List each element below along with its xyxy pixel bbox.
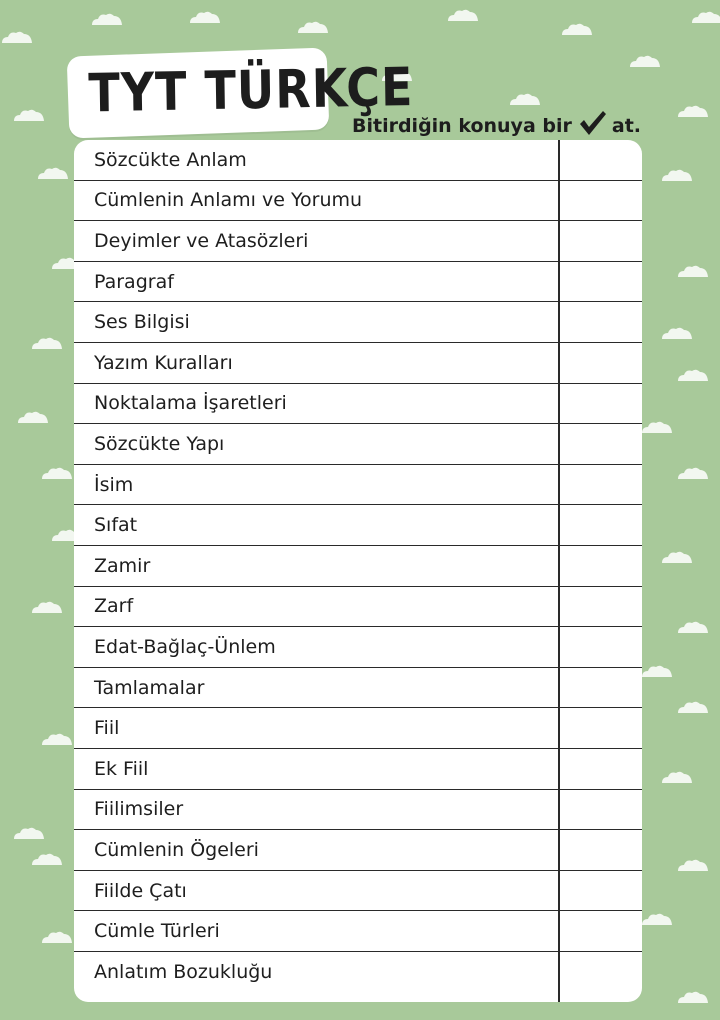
topic-label: Sıfat [94, 514, 138, 537]
cloud-decoration-icon [660, 550, 694, 562]
cloud-decoration-icon [40, 930, 74, 942]
cloud-decoration-icon [446, 8, 480, 20]
cloud-decoration-icon [0, 30, 34, 42]
topic-row [74, 546, 642, 587]
cloud-decoration-icon [676, 990, 710, 1002]
cloud-decoration-icon [296, 20, 330, 32]
topic-check-cell[interactable] [560, 952, 642, 993]
cloud-decoration-icon [690, 10, 720, 22]
topic-row [74, 465, 642, 506]
topic-check-cell[interactable] [560, 749, 642, 789]
topic-check-cell[interactable] [560, 911, 642, 951]
cloud-decoration-icon [30, 336, 64, 348]
cloud-decoration-icon [660, 770, 694, 782]
topic-row [74, 708, 642, 749]
check-mark-icon [578, 110, 608, 141]
topic-row [74, 871, 642, 912]
topic-row [74, 627, 642, 668]
topic-label: Edat-Bağlaç-Ünlem [94, 635, 276, 658]
topic-row [74, 343, 642, 384]
cloud-decoration-icon [660, 168, 694, 180]
topic-check-cell[interactable] [560, 830, 642, 870]
topic-check-cell[interactable] [560, 343, 642, 383]
topic-label: Deyimler ve Atasözleri [94, 229, 309, 252]
instruction-line [352, 110, 641, 141]
topic-check-cell[interactable] [560, 790, 642, 830]
cloud-decoration-icon [640, 664, 674, 676]
cloud-decoration-icon [40, 466, 74, 478]
cloud-decoration-icon [676, 104, 710, 116]
topic-label: Tamlamalar [94, 676, 205, 699]
topic-check-cell[interactable] [560, 424, 642, 464]
cloud-decoration-icon [676, 858, 710, 870]
topic-row [74, 140, 642, 181]
topic-check-cell[interactable] [560, 384, 642, 424]
topic-label: Anlatım Bozukluğu [94, 961, 273, 984]
topic-check-cell[interactable] [560, 302, 642, 342]
cloud-decoration-icon [640, 420, 674, 432]
cloud-decoration-icon [676, 620, 710, 632]
cloud-decoration-icon [188, 10, 222, 22]
topic-check-cell[interactable] [560, 221, 642, 261]
topic-row [74, 911, 642, 952]
cloud-decoration-icon [676, 700, 710, 712]
cloud-decoration-icon [16, 410, 50, 422]
topic-check-cell[interactable] [560, 871, 642, 911]
topic-label: Cümle Türleri [94, 920, 220, 943]
instruction-text-before: Bitirdiğin konuya bir [352, 114, 572, 137]
topic-check-cell[interactable] [560, 708, 642, 748]
cloud-decoration-icon [12, 108, 46, 120]
topic-check-cell[interactable] [560, 262, 642, 302]
topic-label: İsim [94, 473, 134, 496]
topic-label: Sözcükte Yapı [94, 432, 225, 455]
topic-row [74, 587, 642, 628]
cloud-decoration-icon [36, 166, 70, 178]
topic-row [74, 262, 642, 303]
cloud-decoration-icon [676, 368, 710, 380]
topic-check-cell[interactable] [560, 546, 642, 586]
topic-check-cell[interactable] [560, 587, 642, 627]
cloud-decoration-icon [508, 92, 542, 104]
topic-label: Fiil [94, 717, 120, 740]
cloud-decoration-icon [628, 54, 662, 66]
topic-label: Cümlenin Ögeleri [94, 838, 259, 861]
topic-label: Fiilde Çatı [94, 879, 187, 902]
cloud-decoration-icon [40, 732, 74, 744]
cloud-decoration-icon [676, 264, 710, 276]
cloud-decoration-icon [560, 22, 594, 34]
topic-check-cell[interactable] [560, 181, 642, 221]
topic-row [74, 181, 642, 222]
topic-label: Sözcükte Anlam [94, 148, 247, 171]
topic-row [74, 221, 642, 262]
topic-row [74, 749, 642, 790]
topic-label: Paragraf [94, 270, 174, 293]
topic-checklist [74, 140, 642, 1002]
topic-label: Zamir [94, 554, 151, 577]
topic-check-cell[interactable] [560, 627, 642, 667]
topic-row [74, 668, 642, 709]
topic-row [74, 505, 642, 546]
topic-label: Fiilimsiler [94, 798, 184, 821]
topic-check-cell[interactable] [560, 465, 642, 505]
topic-label: Zarf [94, 595, 134, 618]
cloud-decoration-icon [640, 912, 674, 924]
cloud-decoration-icon [90, 12, 124, 24]
topic-check-cell[interactable] [560, 668, 642, 708]
instruction-text-after: at. [611, 114, 641, 137]
topic-row [74, 384, 642, 425]
topic-row [74, 830, 642, 871]
topic-label: Yazım Kuralları [94, 351, 233, 374]
topic-row [74, 790, 642, 831]
topic-label: Noktalama İşaretleri [94, 392, 287, 415]
cloud-decoration-icon [676, 466, 710, 478]
topic-row [74, 302, 642, 343]
topic-row [74, 952, 642, 993]
cloud-decoration-icon [660, 326, 694, 338]
topic-check-cell[interactable] [560, 140, 642, 180]
cloud-decoration-icon [12, 826, 46, 838]
topic-row [74, 424, 642, 465]
cloud-decoration-icon [30, 600, 64, 612]
topic-label: Ek Fiil [94, 757, 149, 780]
cloud-decoration-icon [30, 852, 64, 864]
page-title: TYT TÜRKÇE [88, 55, 414, 125]
topic-check-cell[interactable] [560, 505, 642, 545]
topic-label: Cümlenin Anlamı ve Yorumu [94, 189, 363, 212]
topic-label: Ses Bilgisi [94, 311, 190, 334]
